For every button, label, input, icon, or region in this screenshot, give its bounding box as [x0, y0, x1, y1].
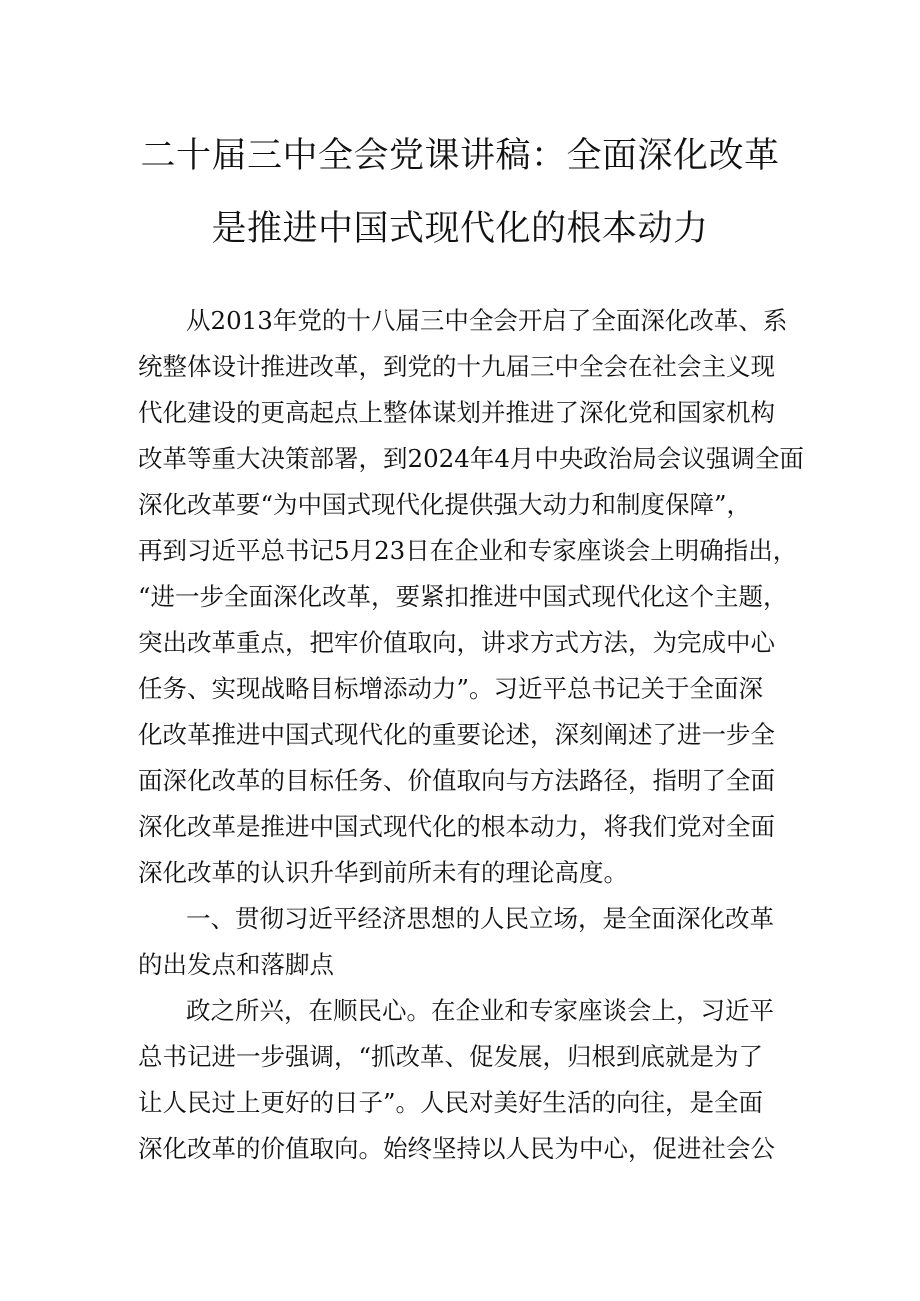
- paragraph-1-line-5: 深化改革要“为中国式现代化提供强大动力和制度保障”，: [138, 490, 752, 519]
- paragraph-2-line-3: 让人民过上更好的日子”。人民对美好生活的向往，是全面: [138, 1088, 764, 1117]
- paragraph-1-line-8: 突出改革重点，把牢价值取向，讲求方式方法，为完成中心: [138, 628, 775, 657]
- paragraph-2-line-4: 深化改革的价值取向。始终坚持以人民为中心，促进社会公: [138, 1134, 775, 1163]
- paragraph-1-line-1: 从2013年党的十八届三中全会开启了全面深化改革、系: [186, 306, 788, 335]
- paragraph-2-line-2: 总书记进一步强调，“抓改革、促发展，归根到底就是为了: [138, 1042, 764, 1071]
- section-heading-1-line-1: 一、贯彻习近平经济思想的人民立场，是全面深化改革: [186, 904, 774, 933]
- paragraph-1-line-3: 代化建设的更高起点上整体谋划并推进了深化党和国家机构: [138, 398, 775, 427]
- paragraph-1-line-10: 化改革推进中国式现代化的重要论述，深刻阐述了进一步全: [138, 720, 775, 749]
- paragraph-2-line-1: 政之所兴，在顺民心。在企业和专家座谈会上，习近平: [186, 996, 774, 1025]
- paragraph-1-line-2: 统整体设计推进改革，到党的十九届三中全会在社会主义现: [138, 352, 775, 381]
- paragraph-1-line-13: 深化改革的认识升华到前所未有的理论高度。: [138, 858, 628, 887]
- paragraph-1-line-12: 深化改革是推进中国式现代化的根本动力，将我们党对全面: [138, 812, 775, 841]
- section-heading-1-line-2: 的出发点和落脚点: [138, 950, 334, 979]
- paragraph-1-line-7: “进一步全面深化改革，要紧扣推进中国式现代化这个主题，: [138, 582, 788, 611]
- paragraph-1-line-9: 任务、实现战略目标增添动力”。习近平总书记关于全面深: [138, 674, 764, 703]
- paragraph-1-line-6: 再到习近平总书记5月23日在企业和专家座谈会上明确指出，: [138, 536, 798, 565]
- document-title-line-1: 二十届三中全会党课讲稿：全面深化改革: [140, 136, 780, 176]
- paragraph-1-line-11: 面深化改革的目标任务、价值取向与方法路径，指明了全面: [138, 766, 775, 795]
- document-title-line-2: 是推进中国式现代化的根本动力: [211, 209, 709, 249]
- paragraph-1-line-4: 改革等重大决策部署，到2024年4月中央政治局会议强调全面: [138, 444, 804, 473]
